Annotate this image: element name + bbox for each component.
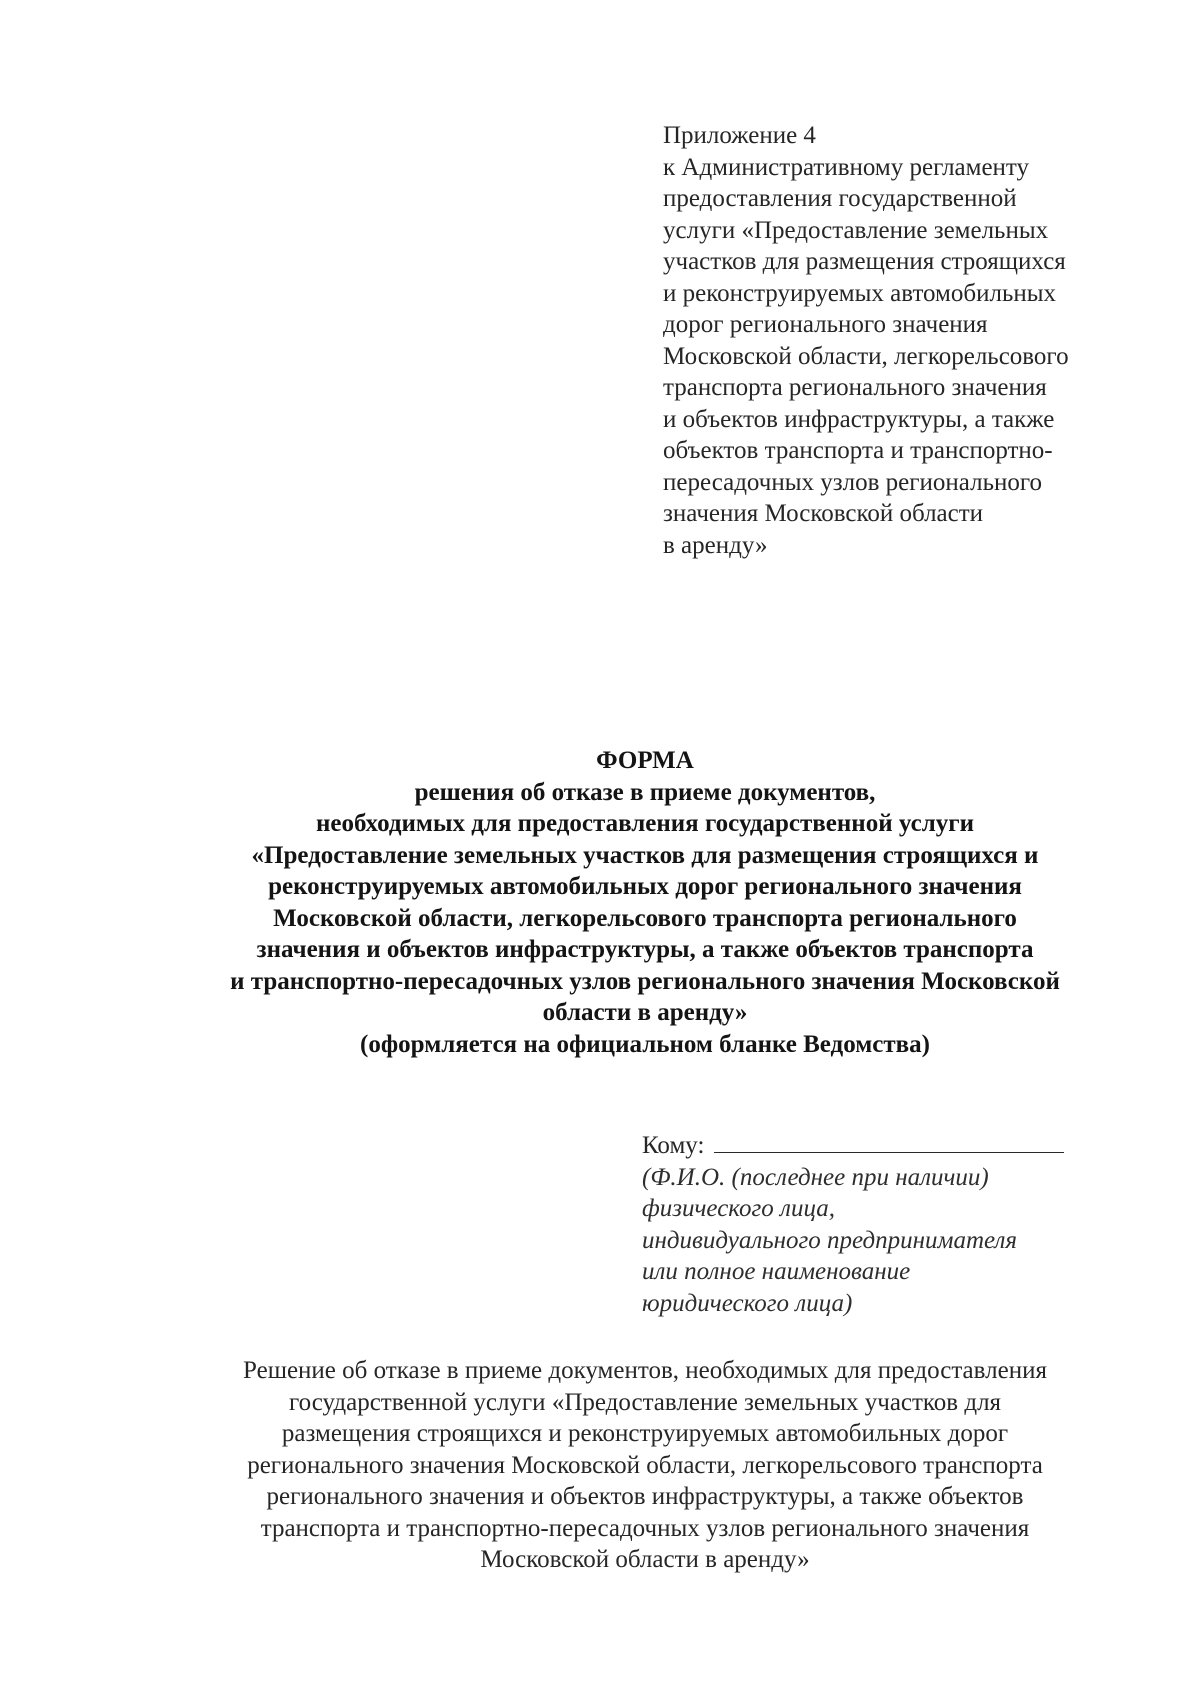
recipient-caption — [642, 1162, 1112, 1320]
decision-line: размещения строящихся и реконструируемых автомобильных дорог — [281, 1420, 1009, 1447]
form-title-block — [150, 745, 1140, 1060]
form-title-line: области в аренду» — [542, 999, 748, 1026]
appendix-line: Московской области, легкорельсового — [663, 342, 1069, 370]
recipient-caption-line: (Ф.И.О. (последнее при наличии) — [642, 1163, 989, 1191]
appendix-line: пересадочных узлов регионального — [663, 468, 1042, 496]
recipient-blank-line — [714, 1130, 1064, 1153]
appendix-line: к Административному регламенту — [663, 153, 1030, 181]
form-title-line: Московской области, легкорельсового транспорта регионального — [273, 904, 1017, 932]
recipient-caption-line: индивидуального предпринимателя — [642, 1226, 1018, 1254]
form-title-line: необходимых для предоставления государственной услуги — [316, 810, 974, 837]
decision-paragraph — [150, 1355, 1140, 1576]
appendix-line: участков для размещения строящихся — [663, 248, 1066, 275]
appendix-line: услуги «Предоставление земельных — [663, 216, 1049, 244]
decision-line: Решение об отказе в приеме документов, необходимых для предоставления — [243, 1357, 1047, 1384]
form-title-line: и транспортно-пересадочных узлов регионального значения Московской — [230, 967, 1060, 995]
decision-line: регионального значения Московской области, легкорельсового транспорта — [247, 1451, 1043, 1479]
decision-line: государственной услуги «Предоставление земельных участков для — [288, 1388, 1002, 1416]
appendix-line: объектов транспорта и транспортно- — [663, 437, 1053, 464]
recipient-caption-line: юридического лица) — [642, 1289, 853, 1317]
form-title-line: решения об отказе в приеме документов, — [414, 778, 876, 806]
recipient-caption-line: или полное наименование — [642, 1258, 911, 1285]
decision-line: Московской области в аренду» — [480, 1546, 810, 1573]
decision-line: регионального значения и объектов инфраструктуры, а также объектов — [266, 1483, 1024, 1510]
appendix-line: и реконструируемых автомобильных — [663, 279, 1057, 307]
appendix-header — [663, 120, 1143, 561]
recipient-block — [642, 1130, 1112, 1319]
form-title-line: реконструируемых автомобильных дорог регионального значения — [268, 873, 1022, 900]
decision-line: транспорта и транспортно-пересадочных узлов регионального значения — [260, 1514, 1030, 1542]
appendix-line: Приложение 4 — [663, 122, 816, 149]
form-title-line: «Предоставление земельных участков для размещения строящихся и — [251, 841, 1039, 869]
recipient-caption-line: физического лица, — [642, 1195, 835, 1222]
recipient-row — [642, 1130, 1112, 1162]
form-title-heading: ФОРМА — [596, 747, 694, 774]
form-title-note: (оформляется на официальном бланке Ведомства) — [360, 1030, 930, 1058]
appendix-line: значения Московской области — [663, 500, 984, 527]
form-title-line: значения и объектов инфраструктуры, а также объектов транспорта — [256, 936, 1034, 963]
appendix-line: дорог регионального значения — [663, 311, 988, 338]
recipient-label: Кому: — [642, 1132, 705, 1159]
appendix-line: и объектов инфраструктуры, а также — [663, 405, 1055, 433]
appendix-line: предоставления государственной — [663, 185, 1017, 212]
appendix-line: в аренду» — [663, 531, 768, 559]
appendix-line: транспорта регионального значения — [663, 374, 1047, 401]
